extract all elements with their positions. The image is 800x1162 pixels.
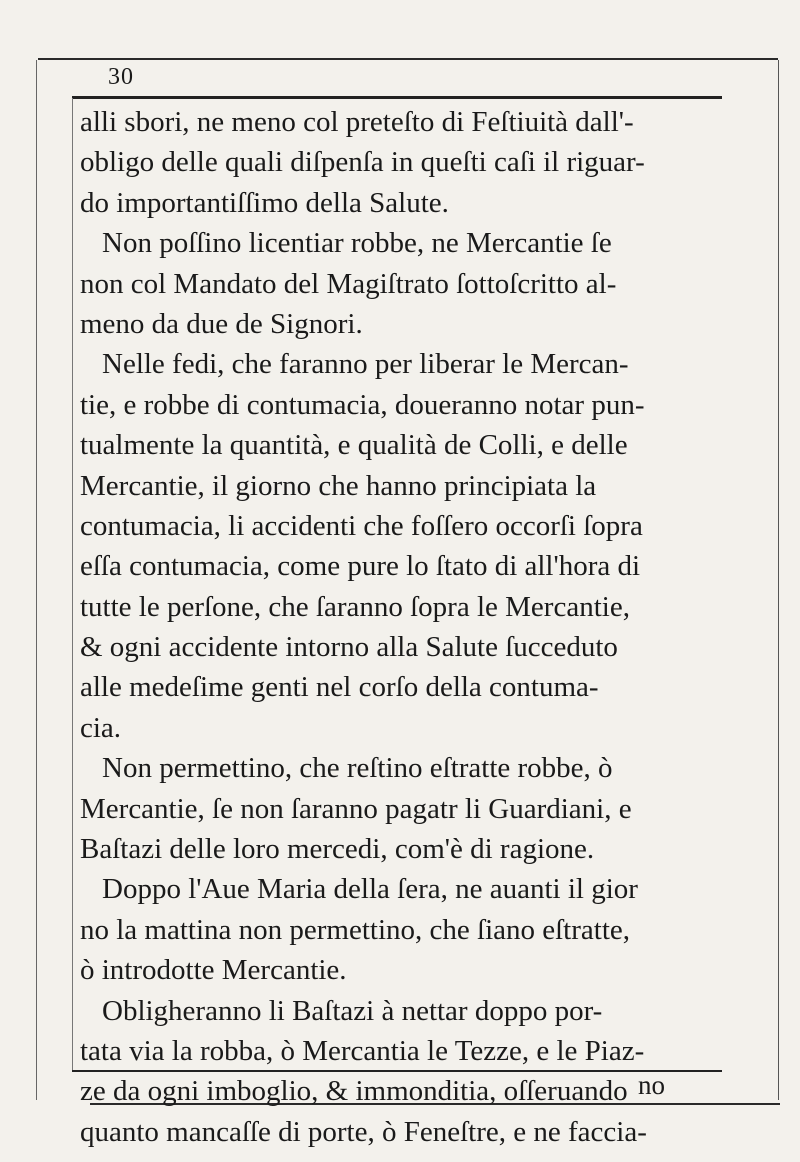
text-block-left-rule xyxy=(72,98,73,1070)
text-line: non col Mandato del Magiſtrato ſottoſcritto al- xyxy=(80,267,617,300)
text-line: meno da due de Signori. xyxy=(80,307,363,340)
top-frame-rule xyxy=(38,58,778,60)
text-line: alle medeſime genti nel corſo della contuma- xyxy=(80,671,599,704)
catchword: no xyxy=(638,1070,665,1100)
text-line: eſſa contumacia, come pure lo ſtato di all'hora di xyxy=(80,550,641,583)
text-line: alli sbori, ne meno col preteſto di Feſtiuità dall'- xyxy=(80,106,634,138)
text-line: Mercantie, ſe non ſaranno pagatr li Guardiani, e xyxy=(80,792,632,825)
text-line: no la mattina non permettino, che ſiano eſtratte, xyxy=(80,913,631,946)
right-margin-rule xyxy=(778,60,779,1100)
body-text xyxy=(80,102,730,1152)
text-line: quanto mancaſſe di porte, ò Feneſtre, e ne faccia- xyxy=(80,1115,647,1148)
text-line: & ogni accidente intorno alla Salute ſucceduto xyxy=(80,631,618,664)
left-margin-rule xyxy=(36,60,37,1100)
text-line: Nelle fedi, che faranno per liberar le Mercan- xyxy=(102,348,629,381)
text-line: tutte le perſone, che ſaranno ſopra le Mercantie, xyxy=(80,590,630,623)
text-block-top-rule xyxy=(72,96,722,99)
text-line: obligo delle quali diſpenſa in queſti caſi il riguar- xyxy=(80,146,645,179)
text-line: ze da ogni imboglio, & immonditia, oſſeruando xyxy=(80,1075,628,1108)
text-line: tualmente la quantità, e qualità de Colli, e delle xyxy=(80,429,628,462)
text-line: Obligheranno li Baſtazi à nettar doppo por- xyxy=(102,994,603,1027)
text-line: Mercantie, il giorno che hanno principiata la xyxy=(80,469,597,502)
text-line: Non poſſino licentiar robbe, ne Mercantie ſe xyxy=(102,227,612,260)
text-line: Doppo l'Aue Maria della ſera, ne auanti il gior xyxy=(102,873,638,906)
text-line: cia. xyxy=(80,711,122,744)
text-line: Non permettino, che reſtino eſtratte robbe, ò xyxy=(102,752,613,785)
text-line: do importantiſſimo della Salute. xyxy=(80,186,449,219)
text-line: Baſtazi delle loro mercedi, com'è di ragione. xyxy=(80,833,595,866)
text-line: contumacia, li accidenti che foſſero occorſi ſopra xyxy=(80,509,643,542)
text-line: tata via la robba, ò Mercantia le Tezze, e le Piaz- xyxy=(80,1034,645,1067)
text-line: ò introdotte Mercantie. xyxy=(80,954,347,987)
text-line: tie, e robbe di contumacia, doueranno notar pun- xyxy=(80,388,645,421)
page-number: 30 xyxy=(108,64,134,90)
